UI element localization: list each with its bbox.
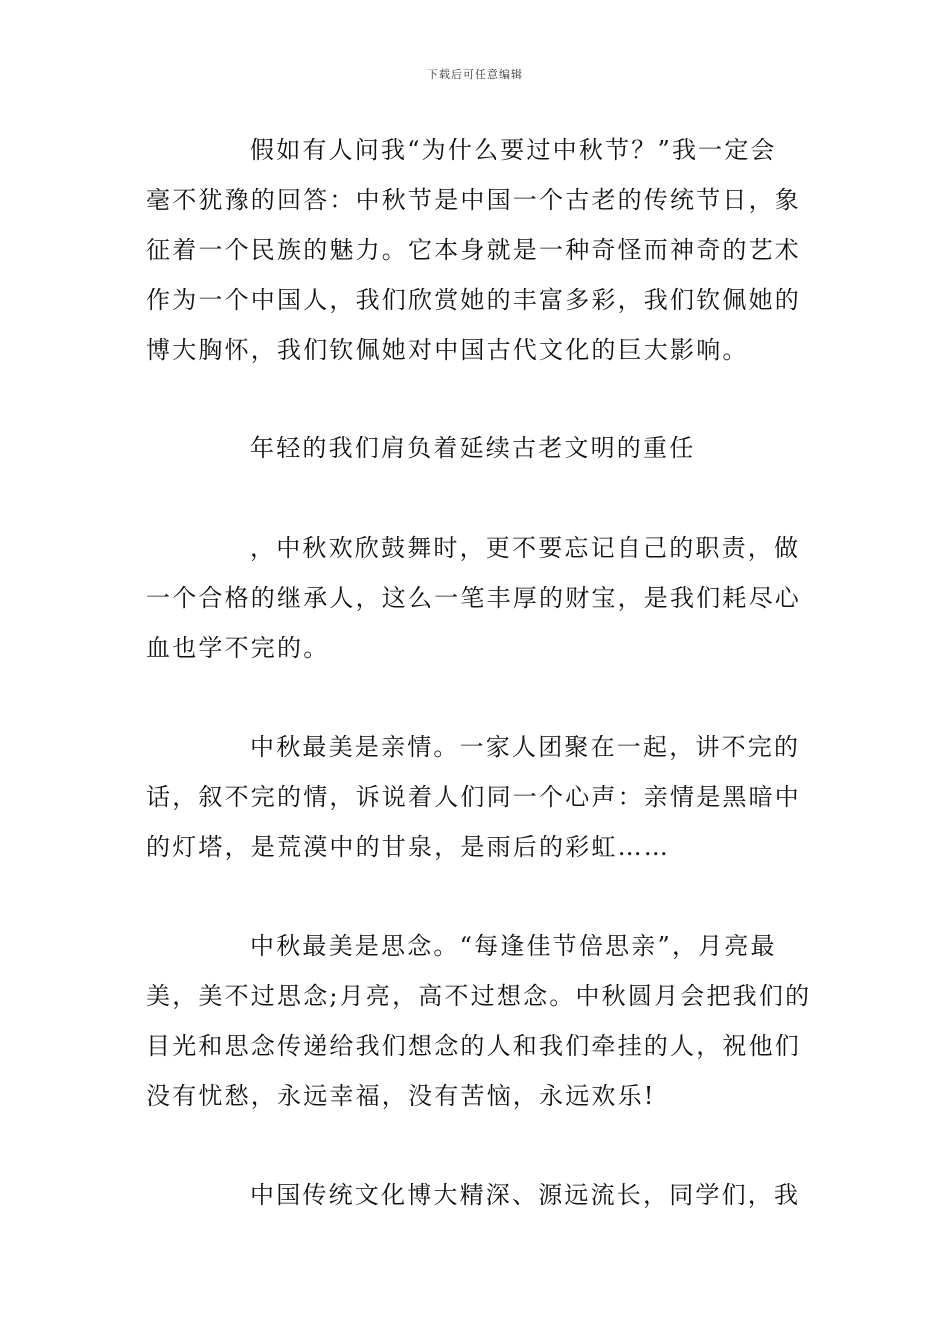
text-line: 毫不犹豫的回答：中秋节是中国一个古老的传统节日，象 bbox=[146, 186, 801, 214]
text-line: ，中秋欢欣鼓舞时，更不要忘记自己的职责，做 bbox=[250, 534, 801, 562]
text-line: 没有忧愁，永远幸福，没有苦恼，永远欢乐! bbox=[146, 1082, 656, 1110]
text-line: 作为一个中国人，我们欣赏她的丰富多彩，我们钦佩她的 bbox=[146, 286, 801, 314]
text-line: 假如有人问我“为什么要过中秋节？”我一定会 bbox=[250, 136, 777, 164]
text-line: 话，叙不完的情，诉说着人们同一个心声：亲情是黑暗中 bbox=[146, 783, 801, 811]
text-line: 征着一个民族的魅力。它本身就是一种奇怪而神奇的艺术 bbox=[146, 236, 801, 264]
text-line: 年轻的我们肩负着延续古老文明的重任 bbox=[250, 434, 696, 462]
text-line: 美，美不过思念;月亮，高不过想念。中秋圆月会把我们的 bbox=[146, 982, 812, 1010]
page-header: 下载后可任意编辑 bbox=[427, 68, 523, 81]
text-line: 中国传统文化博大精深、源远流长，同学们，我 bbox=[250, 1181, 801, 1209]
text-line: 目光和思念传递给我们想念的人和我们牵挂的人，祝他们 bbox=[146, 1032, 801, 1060]
text-line: 血也学不完的。 bbox=[146, 634, 330, 662]
text-line: 一个合格的继承人，这么一笔丰厚的财宝，是我们耗尽心 bbox=[146, 584, 801, 612]
text-line: 中秋最美是思念。“每逢佳节倍思亲”，月亮最 bbox=[250, 932, 777, 960]
text-line: 博大胸怀，我们钦佩她对中国古代文化的巨大影响。 bbox=[146, 336, 749, 364]
text-line: 的灯塔，是荒漠中的甘泉，是雨后的彩虹…… bbox=[146, 833, 670, 861]
text-line: 中秋最美是亲情。一家人团聚在一起，讲不完的 bbox=[250, 733, 801, 761]
